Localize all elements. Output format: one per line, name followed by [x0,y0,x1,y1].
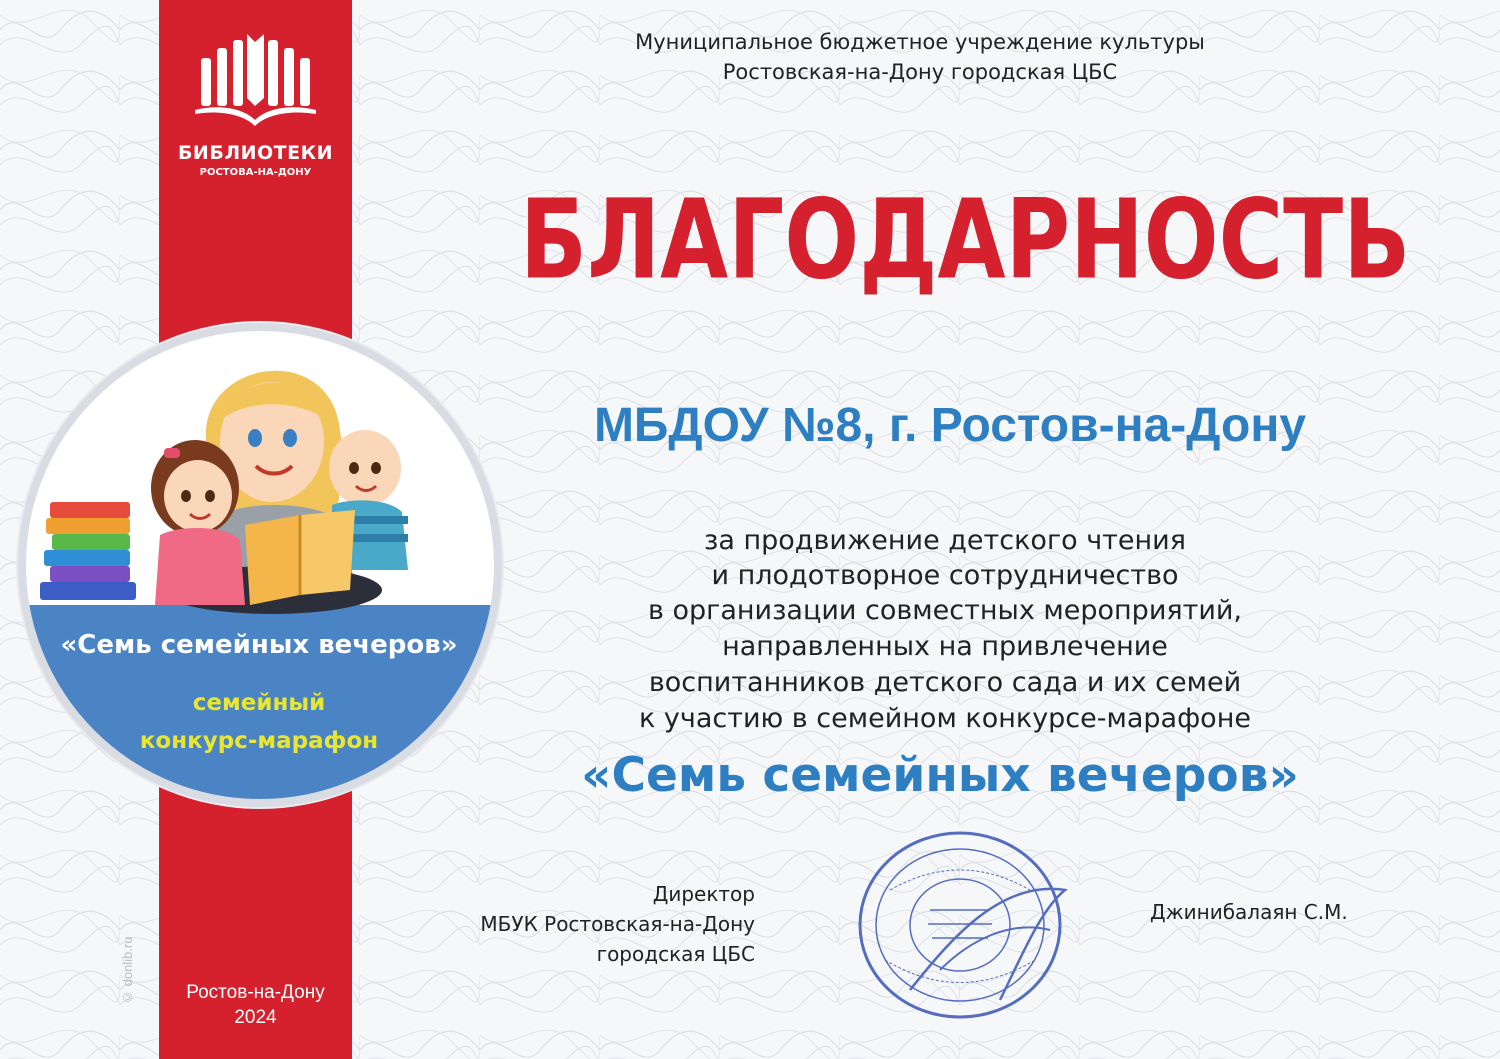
signatory-position: городская ЦБС [596,942,755,966]
official-stamp [850,820,1090,1030]
certificate-title: БЛАГОДАРНОСТЬ [520,175,1411,304]
reason-line: за продвижение детского чтения [704,525,1186,556]
ribbon-city: Ростов-на-Дону [186,982,325,1003]
ribbon-year: 2024 [234,1007,277,1028]
logo-subtitle: РОСТОВА-НА-ДОНУ [199,167,312,178]
emblem-subtitle-line2: конкурс-марафон [139,728,379,754]
signatory-name: Джинибалаян С.М. [1150,900,1348,924]
open-book-icon [245,510,355,605]
signatory-position: Директор [652,882,755,906]
contest-name: «Семь семейных вечеров» [581,748,1299,803]
logo-title: БИБЛИОТЕКИ [177,142,334,164]
organization-line-2: Ростовская-на-Дону городская ЦБС [722,60,1118,84]
reason-line: направленных на привлечение [722,631,1168,662]
reason-line: и плодотворное сотрудничество [711,560,1179,591]
reason-line: к участию в семейном конкурсе-марафоне [639,703,1251,734]
signatory-position: МБУК Ростовская-на-Дону [480,912,755,936]
book-logo-icon [159,28,352,188]
books-icon [40,502,136,600]
emblem-subtitle-line1: семейный [192,690,326,716]
emblem-title: «Семь семейных вечеров» [60,630,458,660]
recipient-name: МБДОУ №8, г. Ростов-на-Дону [593,399,1307,452]
reason-line: в организации совместных мероприятий, [647,595,1243,626]
watermark: © donlib.ru [120,936,135,1005]
reason-line: воспитанников детского сада и их семей [648,667,1242,698]
organization-line-1: Муниципальное бюджетное учреждение культуры [635,30,1205,54]
